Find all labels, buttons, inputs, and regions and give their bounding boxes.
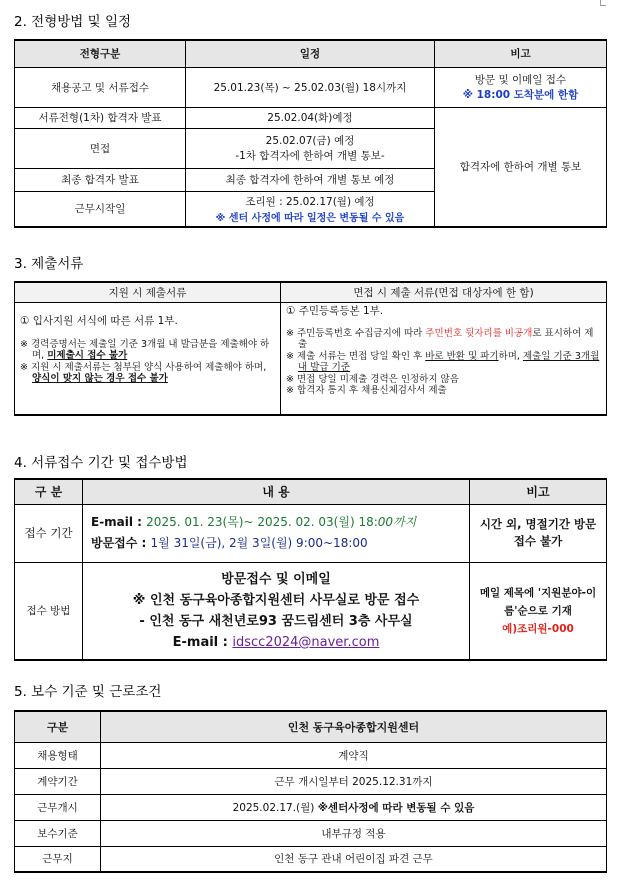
table-row [15,67,607,107]
row-label: 최종 합격자 발표 [15,168,186,191]
table-row [15,846,607,872]
method-line: 방문접수 및 이메일 [221,571,331,587]
row-schedule: 25.02.04(화)예정 [186,107,435,128]
row-value: 내부규정 적용 [101,820,607,846]
row-schedule [186,128,435,168]
email-link[interactable]: idscc2024@naver.com [232,634,380,650]
row-schedule: 25.01.23(목) ~ 25.02.03(월) 18시까지 [186,67,435,107]
header-center: 인천 동구육아종합지원센터 [101,711,607,742]
table-row [15,562,607,660]
method-note [470,562,607,660]
row-schedule [186,191,435,227]
row-schedule: 최종 합격자에 한하여 개별 통보 예정 [186,168,435,191]
row-label: 면접 [15,128,186,168]
conditions-table [14,710,607,873]
period-note: 시간 외, 명절기간 방문 접수 불가 [470,504,607,562]
header-schedule: 일정 [186,40,435,67]
interview-docs-cell [281,302,607,415]
section-2-title: 2. 전형방법 및 일정 [14,14,132,30]
header-note: 비고 [435,40,607,67]
row-value: 계약직 [101,742,607,768]
section-5-title: 5. 보수 기준 및 근로조건 [14,684,162,700]
row-label: 보수기준 [15,820,101,846]
application-doc-item: ① 입사지원 서식에 따른 서류 1부. [20,314,178,327]
method-label: 접수 방법 [15,562,83,660]
page-corner-mark [600,0,606,6]
table-row [15,794,607,820]
header-note: 비고 [470,479,607,504]
method-content [83,562,470,660]
note-line-highlight: ※ 18:00 도착분에 한함 [462,89,579,101]
row-label: 계약기간 [15,768,101,794]
row-label: 채용공고 및 서류접수 [15,67,186,107]
row-label: 채용형태 [15,742,101,768]
documents-table [14,281,607,416]
row-label: 근무개시 [15,794,101,820]
table-row [15,504,607,562]
header-category: 구분 [15,711,101,742]
row-value: 인천 동구 관내 어린이집 파견 근무 [101,846,607,872]
header-content: 내 용 [83,479,470,504]
schedule-table [14,39,607,228]
method-note-example: 예)조리원-000 [502,622,574,635]
method-line: ※ 인천 동구육아종합지원센터 사무실로 방문 접수 [132,592,420,608]
section-3-title: 3. 제출서류 [14,256,84,272]
schedule-line-highlight: ※ 센터 사정에 따라 일정은 변동될 수 있음 [215,212,405,224]
period-content [83,504,470,562]
row-label: 서류전형(1차) 합격자 발표 [15,107,186,128]
method-note-line: 메일 제목에 '지원분야-이름'순으로 기재 [479,586,597,617]
header-interview-docs: 면접 시 제출 서류(면접 대상자에 한 함) [281,282,607,302]
note-line: 방문 및 이메일 접수 [474,74,567,86]
application-docs-cell [15,302,281,415]
merged-note: 합격자에 한하여 개별 통보 [435,107,607,227]
table-row [15,820,607,846]
application-note: ※ 지원 시 제출서류는 첨부된 양식 사용하여 제출해야 하며, 양식이 맞지 않는 경우 접수 불가 [20,361,267,384]
submission-table [14,478,607,661]
header-category: 구 분 [15,479,83,504]
table-row [15,107,607,128]
table-row [15,742,607,768]
interview-note: ※ 면접 당일 미제출 경력은 인정하지 않음 [286,373,459,385]
row-label: 근무시작일 [15,191,186,227]
interview-doc-item: ① 주민등록등본 1부. [286,304,384,317]
method-email: E-mail : idscc2024@naver.com [172,634,380,650]
visit-period: 방문접수 : 1월 31일(금), 2월 3일(월) 9:00~18:00 [91,536,368,550]
period-label: 접수 기간 [15,504,83,562]
interview-note: ※ 제출 서류는 면접 당일 확인 후 바로 반환 및 파기하며, 제출일 기준 3개월 내 발급 기준 [286,350,600,373]
application-note: ※ 경력증명서는 제출일 기준 3개월 내 발급분을 제출해야 하며, 미제출시 접수 불가 [20,338,270,361]
table-row [15,768,607,794]
section-4-title: 4. 서류접수 기간 및 접수방법 [14,455,188,471]
row-value: 근무 개시일부터 2025.12.31까지 [101,768,607,794]
method-line: - 인천 동구 새천년로93 꿈드림센터 3층 사무실 [139,613,413,629]
row-note [435,67,607,107]
interview-note: ※ 주민등록번호 수집금지에 따라 주민번호 뒷자리를 비공개로 표시하여 제출 [286,327,594,350]
row-label: 근무지 [15,846,101,872]
schedule-line: -1차 합격자에 한하여 개별 통보- [235,150,385,162]
interview-note: ※ 합격자 통지 후 채용신체검사서 제출 [286,385,447,396]
schedule-line: 25.02.07(금) 예정 [265,135,355,147]
email-period: E-mail : 2025. 01. 23(목)~ 2025. 02. 03(월) 18:00까지 [91,515,417,529]
row-value: 2025.02.17.(월) ※센터사정에 따라 변동될 수 있음 [101,794,607,820]
header-application-docs: 지원 시 제출서류 [15,282,281,302]
schedule-line: 조리원 : 25.02.17(월) 예정 [245,195,375,208]
header-type: 전형구분 [15,40,186,67]
